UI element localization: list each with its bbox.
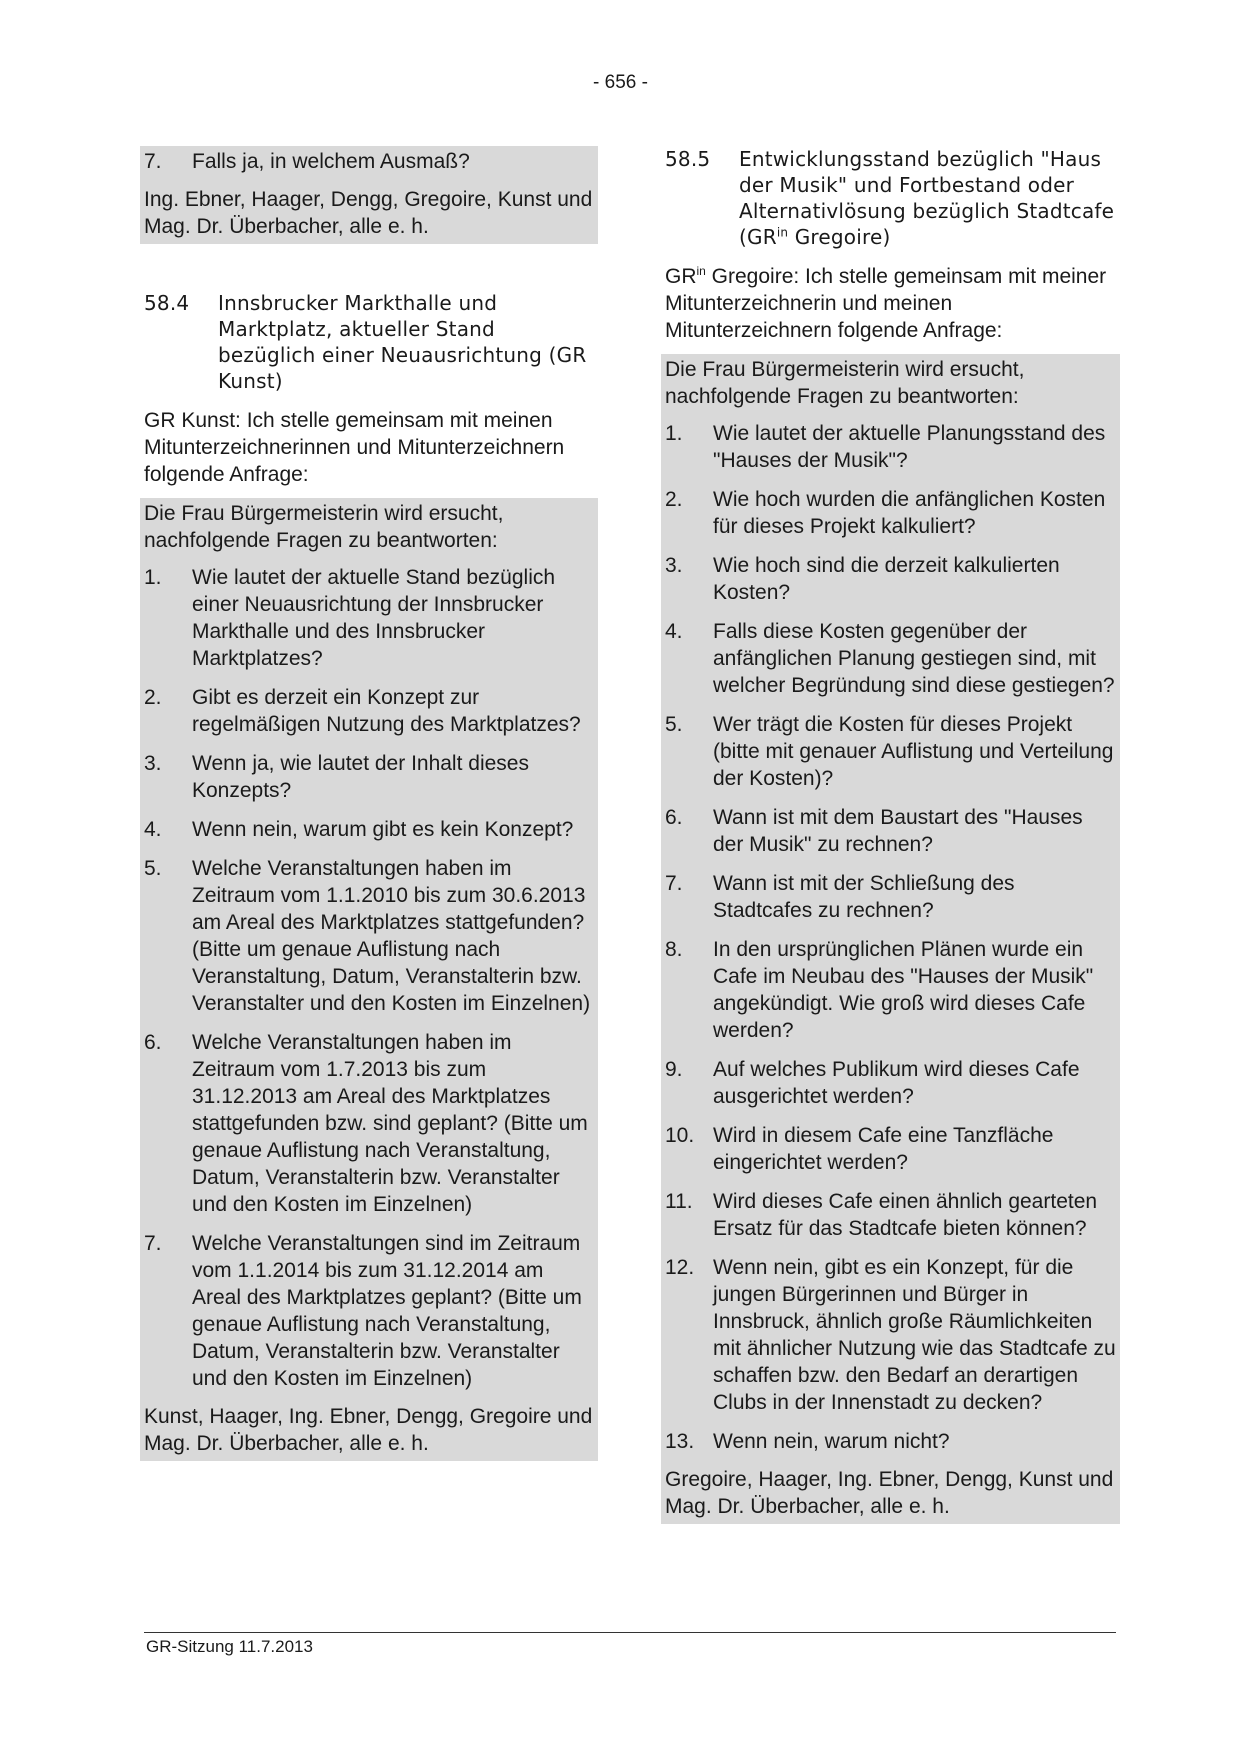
item-number: 8. <box>665 938 683 961</box>
item-text: Wann ist mit dem Baustart des "Hauses der Musik" zu rechnen? <box>713 806 1083 856</box>
intro-sup: in <box>696 264 706 278</box>
item-number: 4. <box>665 620 683 643</box>
previous-question-block <box>140 146 598 244</box>
list-item <box>665 618 1116 699</box>
item-text: Wer trägt die Kosten für dieses Projekt (bitte mit genauer Auflistung und Verteilung der Kosten)? <box>713 713 1114 790</box>
item-text: Welche Veranstaltungen haben im Zeitraum vom 1.7.2013 bis zum 31.12.2013 am Areal des Marktplatzes stattgefunden bzw. sind geplant? (Bitte um genaue Auflistung nach Veranstaltung, Datum, Veranstalterin bzw. Veranstalter und den Kosten im Einzelnen) <box>192 1031 588 1216</box>
item-text: Gibt es derzeit ein Konzept zur regelmäßigen Nutzung des Marktplatzes? <box>192 686 581 736</box>
item-text: Wie hoch wurden die anfänglichen Kosten für dieses Projekt kalkuliert? <box>713 488 1106 538</box>
item-number: 3. <box>665 554 683 577</box>
item-number: 4. <box>144 818 162 841</box>
section-title: Innsbrucker Markthalle und Marktplatz, aktueller Stand bezüglich einer Neuausrichtung (GR Kunst) <box>218 291 587 393</box>
item-number: 7. <box>144 1232 162 1255</box>
list-item <box>144 855 594 1017</box>
list-item <box>144 1029 594 1218</box>
intro-text: Gregoire: Ich stelle gemeinsam mit meiner Mitunterzeichnerin und meinen Mitunterzeichnern folgende Anfrage: <box>665 265 1107 342</box>
section-number: 58.4 <box>144 291 190 315</box>
item-number: 1. <box>665 422 683 445</box>
list-item <box>144 564 594 672</box>
request-text: Die Frau Bürgermeisterin wird ersucht, nachfolgende Fragen zu beantworten: <box>144 502 504 552</box>
list-item <box>144 816 594 843</box>
page-number: - 656 - <box>593 72 648 93</box>
item-text: Wird dieses Cafe einen ähnlich gearteten Ersatz für das Stadtcafe bieten können? <box>713 1190 1098 1240</box>
title-end: Gregoire) <box>788 225 891 249</box>
list-item <box>665 486 1116 540</box>
question-list <box>144 564 594 1392</box>
request-block <box>661 354 1120 1524</box>
list-item <box>665 870 1116 924</box>
item-text: Wenn nein, warum nicht? <box>713 1430 950 1453</box>
list-item <box>665 1428 1116 1455</box>
right-column <box>665 146 1116 1524</box>
item-number: 7. <box>144 150 162 173</box>
section-title <box>739 146 1116 250</box>
item-text: Welche Veranstaltungen haben im Zeitraum vom 1.1.2010 bis zum 30.6.2013 am Areal des Marktplatzes stattgefunden? (Bitte um genaue Auflistung nach Veranstaltung, Datum, Veranstalterin bzw. Veranstalter und den Kosten im Einzelnen) <box>192 857 591 1015</box>
intro-paragraph <box>665 263 1116 344</box>
request-block <box>140 498 598 1461</box>
list-item <box>144 684 594 738</box>
item-number: 7. <box>665 872 683 895</box>
item-text: Falls ja, in welchem Ausmaß? <box>192 150 470 173</box>
list-item <box>665 552 1116 606</box>
left-column <box>144 146 594 1461</box>
item-number: 6. <box>665 806 683 829</box>
section-heading-58-4 <box>144 290 594 394</box>
request-text: Die Frau Bürgermeisterin wird ersucht, nachfolgende Fragen zu beantworten: <box>665 358 1025 408</box>
item-text: Welche Veranstaltungen sind im Zeitraum vom 1.1.2014 bis zum 31.12.2014 am Areal des Marktplatzes geplant? (Bitte um genaue Auflistung nach Veranstaltung, Datum, Veranstalterin bzw. Veranstalter und den Kosten im Einzelnen) <box>192 1232 582 1390</box>
item-number: 9. <box>665 1058 683 1081</box>
item-text: Wie lautet der aktuelle Stand bezüglich einer Neuausrichtung der Innsbrucker Markthalle und des Innsbrucker Marktplatzes? <box>192 566 556 670</box>
list-item <box>665 804 1116 858</box>
section-heading-58-5 <box>665 146 1116 250</box>
list-item <box>144 750 594 804</box>
intro-paragraph: GR Kunst: Ich stelle gemeinsam mit meinen Mitunterzeichnerinnen und Mitunterzeichnern folgende Anfrage: <box>144 409 565 486</box>
page-footer: GR-Sitzung 11.7.2013 <box>146 1637 313 1656</box>
list-item <box>665 420 1116 474</box>
item-text: Falls diese Kosten gegenüber der anfänglichen Planung gestiegen sind, mit welcher Begründung sind diese gestiegen? <box>713 620 1115 697</box>
title-sup: in <box>776 225 789 240</box>
signers: Ing. Ebner, Haager, Dengg, Gregoire, Kunst und Mag. Dr. Überbacher, alle e. h. <box>144 188 593 238</box>
item-text: Wie hoch sind die derzeit kalkulierten Kosten? <box>713 554 1060 604</box>
item-text: Wenn ja, wie lautet der Inhalt dieses Konzepts? <box>192 752 529 802</box>
item-text: Wie lautet der aktuelle Planungsstand des "Hauses der Musik"? <box>713 422 1106 472</box>
item-number: 1. <box>144 566 162 589</box>
signers: Kunst, Haager, Ing. Ebner, Dengg, Gregoire und Mag. Dr. Überbacher, alle e. h. <box>144 1405 593 1455</box>
title-main: Entwicklungsstand bezüglich "Haus der Musik" und Fortbestand oder Alternativlösung bezüglich Stadtcafe (GR <box>739 147 1115 249</box>
list-item <box>144 1230 594 1392</box>
item-number: 5. <box>144 857 162 880</box>
signers: Gregoire, Haager, Ing. Ebner, Dengg, Kunst und Mag. Dr. Überbacher, alle e. h. <box>665 1468 1114 1518</box>
item-number: 11. <box>665 1190 693 1213</box>
item-number: 3. <box>144 752 162 775</box>
item-number: 13. <box>665 1430 695 1453</box>
list-item <box>665 711 1116 792</box>
list-item <box>665 1122 1116 1176</box>
list-item <box>144 148 594 175</box>
intro-prefix: GR <box>665 265 697 288</box>
item-number: 10. <box>665 1124 695 1147</box>
footer-divider <box>144 1632 1116 1633</box>
item-number: 6. <box>144 1031 162 1054</box>
list-item <box>665 1056 1116 1110</box>
item-number: 2. <box>665 488 683 511</box>
item-number: 2. <box>144 686 162 709</box>
section-number: 58.5 <box>665 147 711 171</box>
list-item <box>665 1188 1116 1242</box>
item-text: Wird in diesem Cafe eine Tanzfläche eingerichtet werden? <box>713 1124 1054 1174</box>
item-text: Wenn nein, gibt es ein Konzept, für die jungen Bürgerinnen und Bürger in Innsbruck, ähnlich große Räumlichkeiten mit ähnlicher Nutzung wie das Stadtcafe zu schaffen bzw. den Bedarf an derartigen Clubs in der Innenstadt zu decken? <box>713 1256 1116 1414</box>
item-text: Wann ist mit der Schließung des Stadtcafes zu rechnen? <box>713 872 1015 922</box>
list-item <box>665 936 1116 1044</box>
item-text: In den ursprünglichen Plänen wurde ein Cafe im Neubau des "Hauses der Musik" angekündigt. Wie groß wird dieses Cafe werden? <box>713 938 1094 1042</box>
item-text: Wenn nein, warum gibt es kein Konzept? <box>192 818 574 841</box>
question-list <box>665 420 1116 1455</box>
item-number: 12. <box>665 1256 695 1279</box>
list-item <box>665 1254 1116 1416</box>
item-number: 5. <box>665 713 683 736</box>
item-text: Auf welches Publikum wird dieses Cafe ausgerichtet werden? <box>713 1058 1080 1108</box>
